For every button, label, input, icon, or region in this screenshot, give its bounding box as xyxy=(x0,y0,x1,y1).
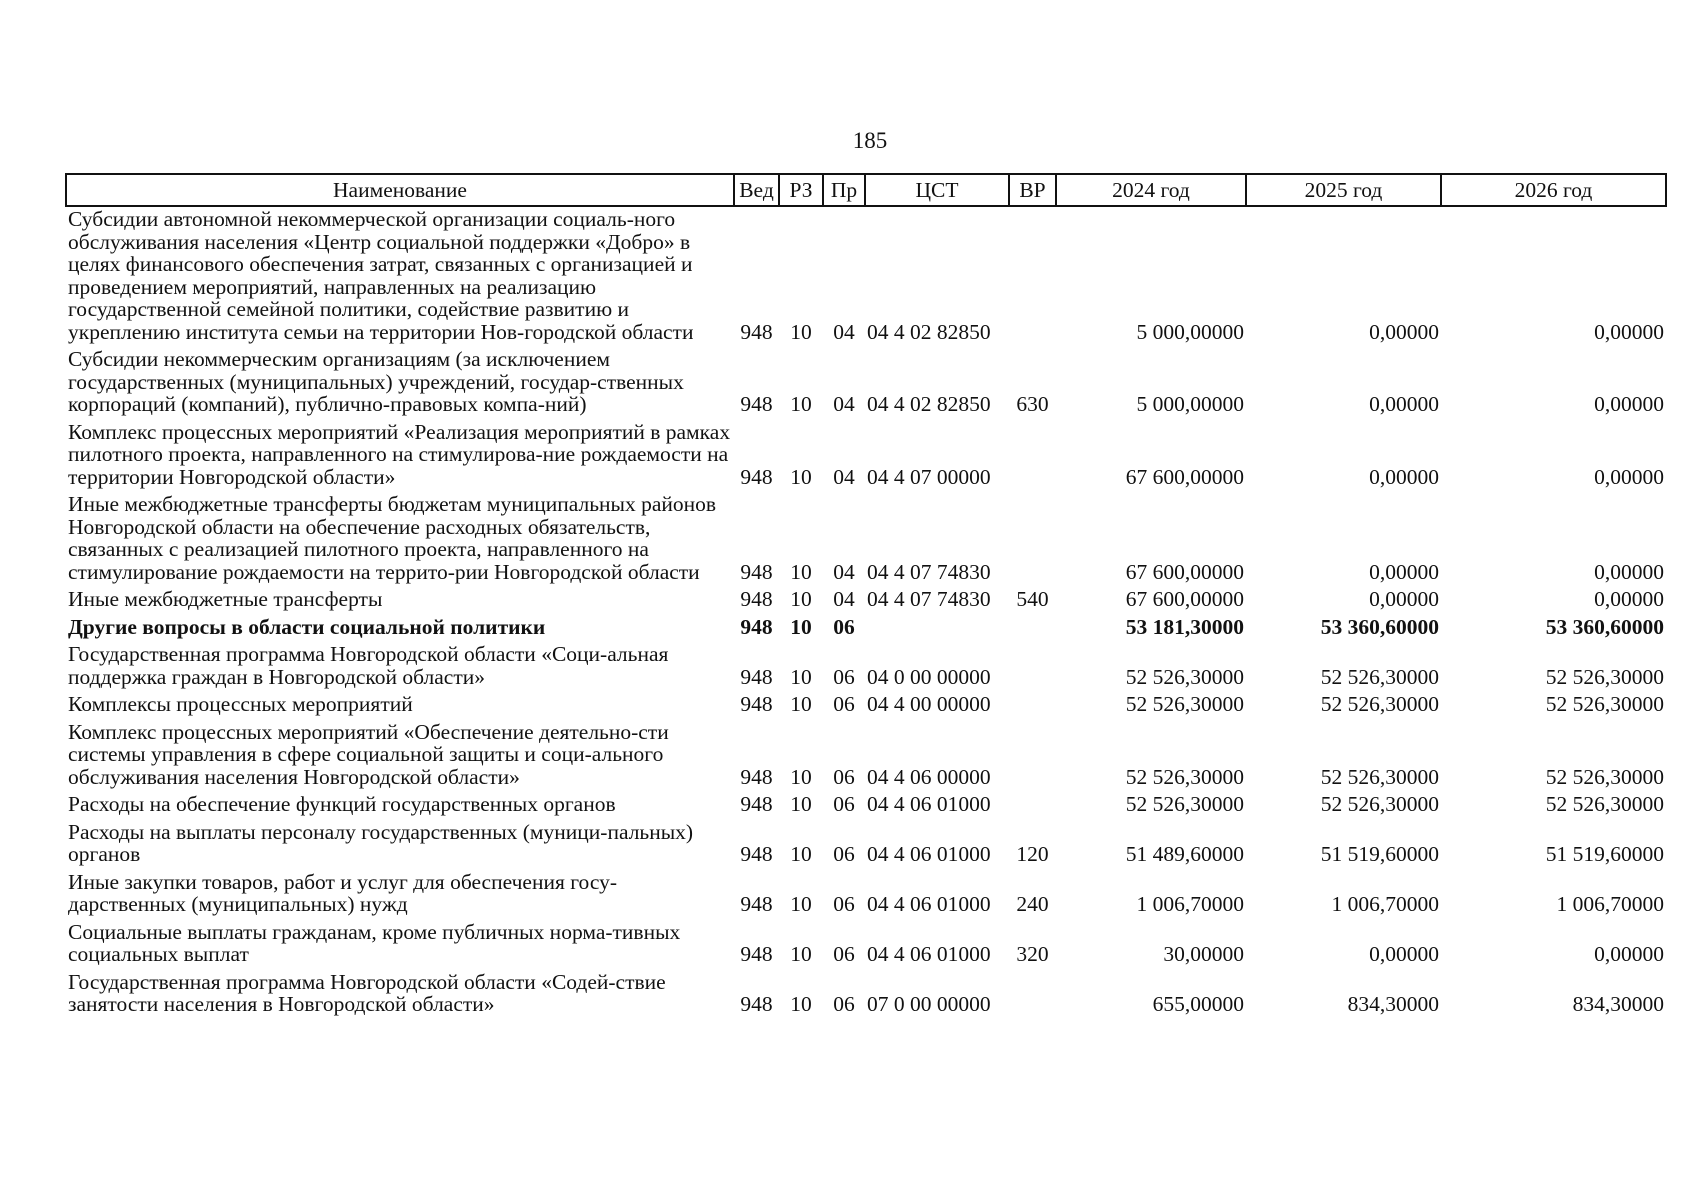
cell-ved: 948 xyxy=(740,392,773,416)
cell-vr: 120 xyxy=(1016,842,1049,866)
cell-name: Социальные выплаты гражданам, кроме публичных норма-тивных социальных выплат xyxy=(68,919,681,966)
cell-ved: 948 xyxy=(740,464,773,489)
cell-2025: 0,00000 xyxy=(1369,392,1439,416)
cell-name: Субсидии автономной некоммерческой организации социаль-ного обслуживания населения «Центр социальной поддержки «Добро» в целях финансового обеспечения затрат, связанных с организацией и проведением мероприятий, направленных на реализацию государственной семейной политики, содействие развитию и укреплению института семьи на территории Нов-городской области xyxy=(68,207,694,344)
cell-name: Комплекс процессных мероприятий «Реализация мероприятий в рамках пилотного проекта, направленного на стимулирова-ние рождаемости на территории Новгородской области» xyxy=(68,419,731,489)
cell-vr xyxy=(1009,720,1056,793)
cell-vr xyxy=(1009,692,1056,720)
cell-cst: 04 4 06 01000 xyxy=(867,942,991,966)
table-row xyxy=(66,642,1666,692)
cell-pr: 04 xyxy=(833,559,855,584)
cell-rz: 10 xyxy=(790,792,812,816)
cell-name: Комплексы процессных мероприятий xyxy=(68,692,413,716)
cell-rz: 10 xyxy=(790,614,812,639)
cell-ved: 948 xyxy=(740,692,773,716)
header-cst: ЦСТ xyxy=(865,174,1009,206)
cell-name: Иные межбюджетные трансферты xyxy=(68,587,383,611)
cell-rz: 10 xyxy=(790,559,812,584)
cell-2026: 0,00000 xyxy=(1594,942,1664,966)
cell-2025: 52 526,30000 xyxy=(1320,692,1439,716)
cell-rz: 10 xyxy=(790,892,812,916)
header-2024: 2024 год xyxy=(1056,174,1246,206)
budget-table xyxy=(65,173,1667,1020)
table-row xyxy=(66,870,1666,920)
cell-2024: 655,00000 xyxy=(1152,992,1244,1016)
cell-name: Иные межбюджетные трансферты бюджетам муниципальных районов Новгородской области на обеспечение расходных обязательств, связанных с реализацией пилотного проекта, направленного на стимулирование рождаемости на террито-рии Новгородской области xyxy=(68,492,717,584)
cell-2025: 834,30000 xyxy=(1347,992,1439,1016)
cell-cst: 04 4 00 00000 xyxy=(867,692,991,716)
page-number: 185 xyxy=(852,128,888,153)
cell-pr: 06 xyxy=(833,842,855,866)
cell-vr xyxy=(1009,642,1056,692)
header-2025: 2025 год xyxy=(1246,174,1441,206)
table-row xyxy=(66,420,1666,493)
header-vr: ВР xyxy=(1009,174,1056,206)
cell-2025: 0,00000 xyxy=(1369,587,1439,611)
cell-ved: 948 xyxy=(740,942,773,966)
cell-rz: 10 xyxy=(790,992,812,1016)
cell-2024: 52 526,30000 xyxy=(1125,792,1244,816)
cell-vr: 540 xyxy=(1016,587,1049,611)
cell-2026: 52 526,30000 xyxy=(1545,792,1664,816)
cell-rz: 10 xyxy=(790,842,812,866)
cell-ved: 948 xyxy=(740,587,773,611)
cell-2025: 52 526,30000 xyxy=(1320,664,1439,689)
cell-rz: 10 xyxy=(790,664,812,689)
cell-pr: 06 xyxy=(833,942,855,966)
cell-ved: 948 xyxy=(740,892,773,916)
cell-2025: 51 519,60000 xyxy=(1320,842,1439,866)
cell-vr xyxy=(1009,492,1056,587)
cell-2024: 30,00000 xyxy=(1163,942,1244,966)
cell-cst: 07 0 00 00000 xyxy=(867,992,991,1016)
cell-name: Государственная программа Новгородской области «Содей-ствие занятости населения в Новгородской области» xyxy=(68,969,666,1016)
cell-pr: 04 xyxy=(833,392,855,416)
cell-name: Иные закупки товаров, работ и услуг для обеспечения госу-дарственных (муниципальных) нужд xyxy=(68,869,617,916)
cell-2024: 52 526,30000 xyxy=(1125,764,1244,789)
header-pr: Пр xyxy=(823,174,865,206)
cell-rz: 10 xyxy=(790,692,812,716)
table-header-row xyxy=(66,174,1666,206)
cell-2024: 67 600,00000 xyxy=(1125,464,1244,489)
header-name: Наименование xyxy=(66,174,734,206)
cell-2024: 51 489,60000 xyxy=(1125,842,1244,866)
cell-rz: 10 xyxy=(790,392,812,416)
cell-cst: 04 4 07 00000 xyxy=(867,464,991,489)
cell-2026: 52 526,30000 xyxy=(1545,692,1664,716)
cell-rz: 10 xyxy=(790,319,812,344)
cell-2025: 0,00000 xyxy=(1369,942,1439,966)
cell-vr: 630 xyxy=(1016,392,1049,416)
table-row xyxy=(66,720,1666,793)
cell-ved: 948 xyxy=(740,792,773,816)
cell-pr: 06 xyxy=(833,692,855,716)
cell-2024: 52 526,30000 xyxy=(1125,692,1244,716)
cell-2025: 0,00000 xyxy=(1369,464,1439,489)
cell-ved: 948 xyxy=(740,764,773,789)
cell-cst: 04 4 06 01000 xyxy=(867,792,991,816)
cell-name: Другие вопросы в области социальной политики xyxy=(68,614,546,639)
cell-rz: 10 xyxy=(790,764,812,789)
cell-ved: 948 xyxy=(740,559,773,584)
table-row xyxy=(66,492,1666,587)
header-ved: Вед xyxy=(734,174,779,206)
cell-vr: 240 xyxy=(1016,892,1049,916)
cell-pr: 04 xyxy=(833,464,855,489)
cell-cst: 04 4 07 74830 xyxy=(867,559,991,584)
cell-2024: 67 600,00000 xyxy=(1125,587,1244,611)
cell-2026: 0,00000 xyxy=(1594,587,1664,611)
cell-vr xyxy=(1009,970,1056,1020)
cell-vr: 320 xyxy=(1016,942,1049,966)
cell-2024: 53 181,30000 xyxy=(1125,614,1244,639)
cell-pr: 06 xyxy=(833,764,855,789)
cell-cst: 04 4 06 00000 xyxy=(867,764,991,789)
cell-vr xyxy=(1009,792,1056,820)
cell-2026: 0,00000 xyxy=(1594,559,1664,584)
cell-2026: 0,00000 xyxy=(1594,319,1664,344)
cell-2026: 1 006,70000 xyxy=(1556,892,1664,916)
cell-pr: 06 xyxy=(833,792,855,816)
cell-pr: 04 xyxy=(833,587,855,611)
table-row xyxy=(66,587,1666,615)
cell-2026: 51 519,60000 xyxy=(1545,842,1664,866)
cell-2024: 67 600,00000 xyxy=(1125,559,1244,584)
header-2026: 2026 год xyxy=(1441,174,1666,206)
cell-rz: 10 xyxy=(790,942,812,966)
table-row xyxy=(66,920,1666,970)
cell-2026: 0,00000 xyxy=(1594,464,1664,489)
cell-2025: 52 526,30000 xyxy=(1320,792,1439,816)
cell-pr: 06 xyxy=(833,614,855,639)
table-row xyxy=(66,206,1666,347)
table-row xyxy=(66,347,1666,420)
cell-cst: 04 4 02 82850 xyxy=(867,392,991,416)
cell-2025: 1 006,70000 xyxy=(1331,892,1439,916)
cell-cst: 04 0 00 00000 xyxy=(867,664,991,689)
cell-rz: 10 xyxy=(790,464,812,489)
table-row xyxy=(66,615,1666,643)
cell-2024: 5 000,00000 xyxy=(1136,392,1244,416)
cell-ved: 948 xyxy=(740,842,773,866)
cell-ved: 948 xyxy=(740,664,773,689)
cell-2025: 52 526,30000 xyxy=(1320,764,1439,789)
cell-pr: 06 xyxy=(833,664,855,689)
cell-2025: 53 360,60000 xyxy=(1320,614,1439,639)
cell-cst xyxy=(865,615,1009,643)
table-row xyxy=(66,792,1666,820)
cell-rz: 10 xyxy=(790,587,812,611)
cell-2026: 52 526,30000 xyxy=(1545,664,1664,689)
cell-pr: 06 xyxy=(833,992,855,1016)
cell-name: Государственная программа Новгородской области «Соци-альная поддержка граждан в Новгородской области» xyxy=(68,642,669,689)
table-row xyxy=(66,820,1666,870)
cell-cst: 04 4 06 01000 xyxy=(867,842,991,866)
cell-2026: 0,00000 xyxy=(1594,392,1664,416)
cell-vr xyxy=(1009,206,1056,347)
table-row xyxy=(66,970,1666,1020)
cell-pr: 06 xyxy=(833,892,855,916)
cell-name: Комплекс процессных мероприятий «Обеспечение деятельно-сти системы управления в сфере социальной защиты и соци-ального обслуживания населения Новгородской области» xyxy=(68,719,669,789)
cell-pr: 04 xyxy=(833,319,855,344)
cell-2024: 52 526,30000 xyxy=(1125,664,1244,689)
cell-vr xyxy=(1009,420,1056,493)
cell-2025: 0,00000 xyxy=(1369,559,1439,584)
cell-2026: 834,30000 xyxy=(1572,992,1664,1016)
cell-name: Расходы на выплаты персоналу государственных (муници-пальных) органов xyxy=(68,819,694,866)
table-row xyxy=(66,692,1666,720)
cell-ved: 948 xyxy=(740,614,773,639)
cell-2024: 1 006,70000 xyxy=(1136,892,1244,916)
cell-cst: 04 4 07 74830 xyxy=(867,587,991,611)
table-body xyxy=(66,206,1666,1020)
cell-name: Субсидии некоммерческим организациям (за исключением государственных (муниципальных) учреждений, государ-ственных корпораций (компаний), публично-правовых компа-ний) xyxy=(68,347,684,416)
cell-cst: 04 4 02 82850 xyxy=(867,319,991,344)
header-rz: РЗ xyxy=(779,174,823,206)
cell-vr xyxy=(1009,615,1056,643)
cell-ved: 948 xyxy=(740,992,773,1016)
cell-ved: 948 xyxy=(740,319,773,344)
cell-2026: 53 360,60000 xyxy=(1545,614,1664,639)
cell-2024: 5 000,00000 xyxy=(1136,319,1244,344)
cell-2025: 0,00000 xyxy=(1369,319,1439,344)
cell-2026: 52 526,30000 xyxy=(1545,764,1664,789)
cell-name: Расходы на обеспечение функций государственных органов xyxy=(68,792,616,816)
cell-cst: 04 4 06 01000 xyxy=(867,892,991,916)
